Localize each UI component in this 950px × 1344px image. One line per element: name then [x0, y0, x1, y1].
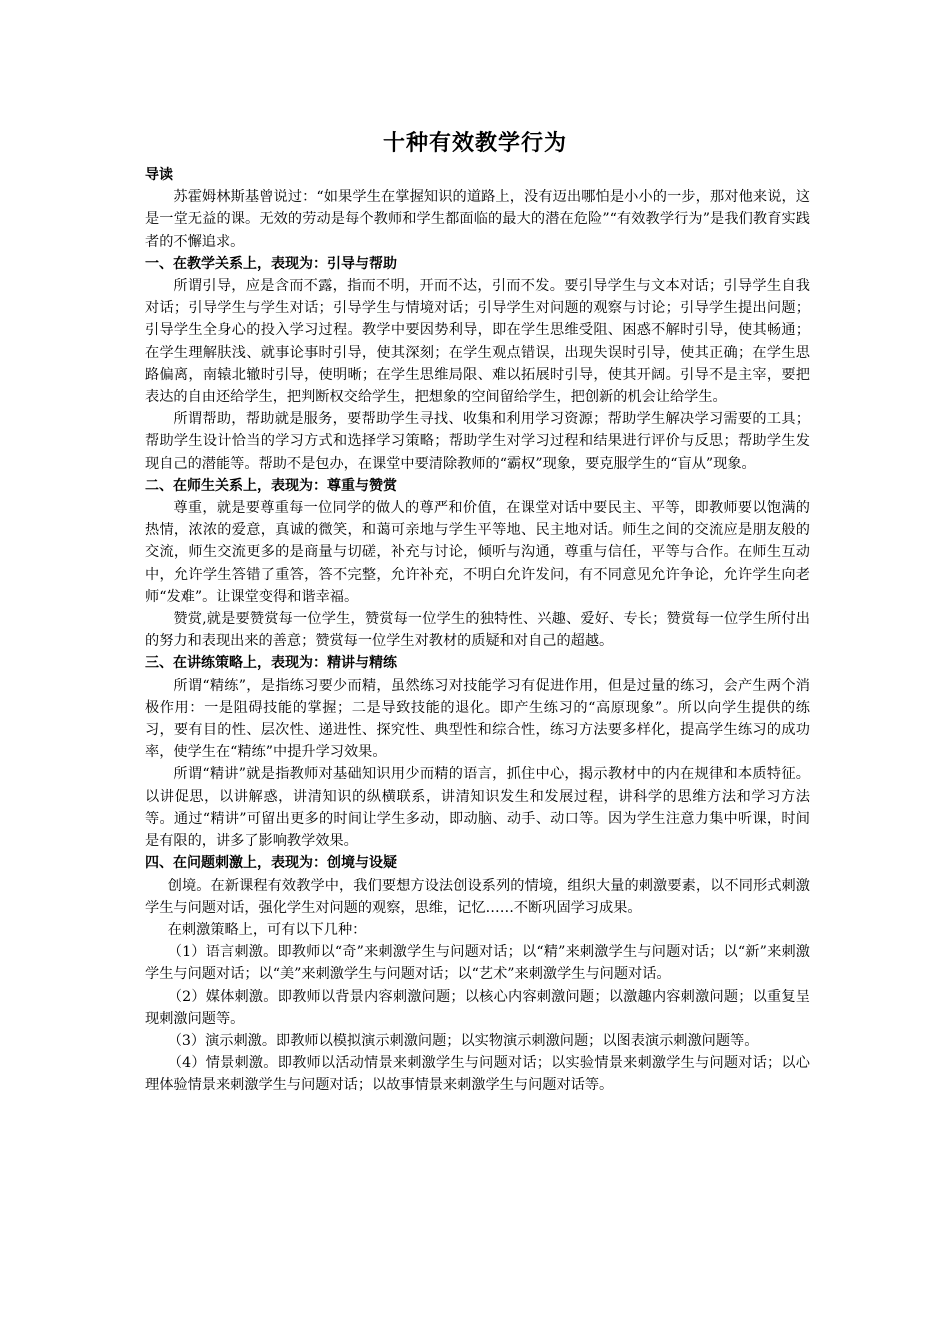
document-title: 十种有效教学行为 [382, 131, 567, 156]
section-1-heading: 一、在教学关系上，表现为：引导与帮助 [145, 255, 397, 272]
section-4-list-item-1: （1）语言刺激。即教师以“奇”来刺激学生与问题对话；以“精”来刺激学生与问题对话；以“新”来刺激学生与问题对话；以“美”来刺激学生与问题对话；以“艺术”来刺激学生与问题对话。 [145, 944, 810, 983]
section-3-heading: 三、在讲练策略上，表现为：精讲与精练 [145, 655, 397, 672]
document-body [145, 164, 810, 1097]
section-4-list-item-2: （2）媒体刺激。即教师以背景内容刺激问题；以核心内容刺激问题；以激趣内容刺激问题；以重复呈现刺激问题等。 [145, 988, 810, 1027]
section-2-paragraph-2: 赞赏,就是要赞赏每一位学生，赞赏每一位学生的独特性、兴趣、爱好、专长；赞赏每一位学生所付出的努力和表现出来的善意；赞赏每一位学生对教材的质疑和对自己的超越。 [145, 611, 810, 650]
section-2-paragraph-1: 尊重，就是要尊重每一位同学的做人的尊严和价值，在课堂对话中要民主、平等，即教师要以饱满的热情，浓浓的爱意，真诚的微笑，和蔼可亲地与学生平等地、民主地对话。师生之间的交流应是朋友般的交流，师生交流更多的是商量与切磋，补充与讨论，倾听与沟通，尊重与信任，平等与合作。在师生互动中，允许学生答错了重答，答不完整，允许补充，不明白允许发问，有不同意见允许争论，允许学生向老师“发难”。让课堂变得和谐幸福。 [145, 500, 810, 605]
section-4-paragraph-2: 在刺激策略上，可有以下几种： [167, 921, 367, 938]
section-4-paragraph-1: 创境。在新课程有效教学中，我们要想方设法创设系列的情境，组织大量的刺激要素，以不同形式刺激学生与问题对话，强化学生对问题的观察，思维，记忆……不断巩固学习成果。 [145, 877, 810, 916]
section-1-paragraph-1: 所谓引导，应是含而不露，指而不明，开而不达，引而不发。要引导学生与文本对话；引导学生自我对话；引导学生与学生对话；引导学生与情境对话；引导学生对问题的观察与讨论；引导学生提出问题；引导学生全身心的投入学习过程。教学中要因势利导，即在学生思维受阻、困惑不解时引导，使其畅通；在学生理解肤浅、就事论事时引导，使其深刻；在学生观点错误，出现失误时引导，使其正确；在学生思路偏离，南辕北辙时引导，使明晰；在学生思维局限、难以拓展时引导，使其开阔。引导不是主宰，要把表达的自由还给学生，把判断权交给学生，把想象的空间留给学生，把创新的机会让给学生。 [145, 278, 810, 406]
section-4-list-item-3: （3）演示刺激。即教师以模拟演示刺激问题；以实物演示刺激问题；以图表演示刺激问题等。 [167, 1032, 759, 1049]
section-1-paragraph-2: 所谓帮助，帮助就是服务，要帮助学生寻找、收集和利用学习资源；帮助学生解决学习需要的工具；帮助学生设计恰当的学习方式和选择学习策略；帮助学生对学习过程和结果进行评价与反思；帮助学生发现自己的潜能等。帮助不是包办，在课堂中要清除教师的“霸权”现象，要克服学生的“盲从”现象。 [145, 411, 810, 472]
intro-heading: 导读 [145, 167, 173, 183]
section-3-paragraph-1: 所谓“精练”，是指练习要少而精，虽然练习对技能学习有促进作用，但是过量的练习，会产生两个消极作用：一是阻碍技能的掌握；二是导致技能的退化。即产生练习的“高原现象”。所以向学生提供的练习，要有目的性、层次性、递进性、探究性、典型性和综合性，练习方法要多样化，提高学生练习的成功率，使学生在“精练”中提升学习效果。 [145, 677, 810, 761]
section-4-heading: 四、在问题刺激上，表现为：创境与设疑 [145, 855, 397, 872]
section-4-list-item-4: （4）情景刺激。即教师以活动情景来刺激学生与问题对话；以实验情景来刺激学生与问题对话；以心理体验情景来刺激学生与问题对话；以故事情景来刺激学生与问题对话等。 [145, 1055, 810, 1094]
section-2-heading: 二、在师生关系上，表现为：尊重与赞赏 [145, 477, 397, 494]
intro-paragraph: 苏霍姆林斯基曾说过：“如果学生在掌握知识的道路上，没有迈出哪怕是小小的一步，那对他来说，这是一堂无益的课。无效的劳动是每个教师和学生都面临的最大的潜在危险”“有效教学行为”是我们教育实践者的不懈追求。 [145, 189, 810, 250]
section-3-paragraph-2: 所谓“精讲”就是指教师对基础知识用少而精的语言，抓住中心，揭示教材中的内在规律和本质特征。以讲促思，以讲解惑，讲清知识的纵横联系，讲清知识发生和发展过程，讲科学的思维方法和学习方法等。通过“精讲”可留出更多的时间让学生多动，即动脑、动手、动口等。因为学生注意力集中听课，时间是有限的，讲多了影响教学效果。 [145, 766, 810, 850]
